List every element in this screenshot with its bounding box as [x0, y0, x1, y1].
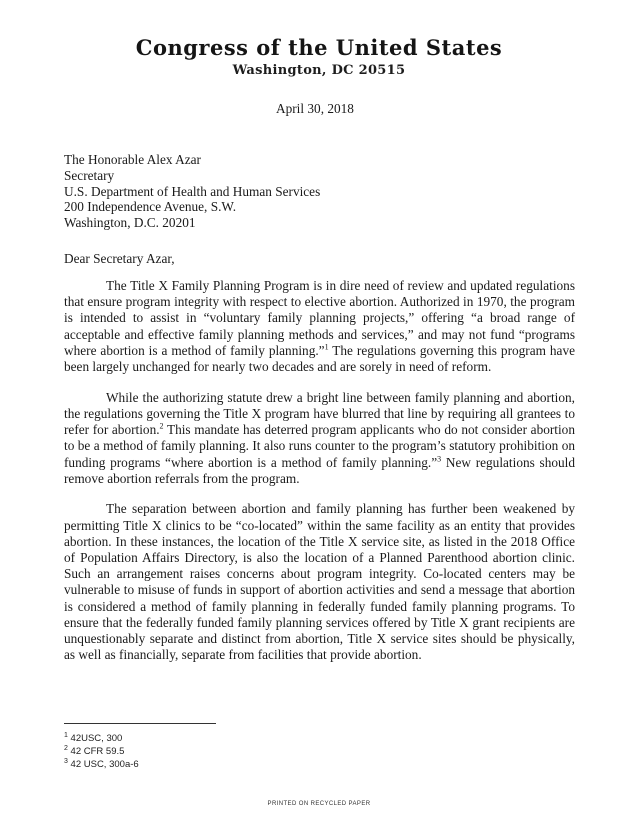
- footnotes: [64, 732, 139, 771]
- recipient-title: Secretary: [64, 167, 115, 183]
- paragraph-3: The separation between abortion and family planning has further been weakened by permitting Title X clinics to be “co-located” within the same facility as an entity that provides abortion. In these instances, the location of the Title X service site, as listed in the 2018 Office of Population Affairs Directory, is also the location of a Planned Parenthood abortion clinic. Such an arrangement raises concerns about program integrity. Co-located centers may be vulnerable to misuse of funds in support of abortion activities and send a message that abortion is considered a method of family planning in federally funded family planning programs. To ensure that the federally funded family planning services offered by Title X grant recipients are unquestionably separate and distinct from abortion, Title X service sites should be physically, as well as financially, separate from facilities that provide abortion.: [64, 501, 575, 663]
- letterhead: [0, 36, 638, 78]
- paragraph-1: [64, 278, 575, 375]
- footnote-2-number: 2: [64, 744, 68, 752]
- footnote-ref-2: 2: [159, 421, 164, 431]
- footnote-1-number: 1: [64, 731, 68, 739]
- footnote-1-text: 42USC, 300: [70, 733, 123, 744]
- recipient-street: 200 Independence Avenue, S.W.: [64, 199, 237, 215]
- footnote-3: [64, 758, 139, 771]
- recipient-city: Washington, D.C. 20201: [64, 215, 196, 231]
- salutation: Dear Secretary Azar,: [64, 251, 175, 266]
- recipient-address: [64, 152, 320, 231]
- letterhead-title: Congress of the United States: [135, 35, 503, 60]
- footnote-ref-1: 1: [324, 342, 329, 352]
- paragraph-2-text-a: While the authorizing statute drew a bright line between family planning and abortion, the regulations governing the Title X program have blurred that line by requiring all grantees to refer for abortion.: [64, 389, 575, 438]
- footnote-3-number: 3: [64, 757, 68, 765]
- footnote-ref-3: 3: [437, 454, 442, 464]
- letterhead-location: Washington, DC 20515: [232, 63, 406, 78]
- recipient-name: The Honorable Alex Azar: [64, 152, 201, 167]
- footnote-2: [64, 745, 139, 758]
- letter-body: [64, 278, 575, 678]
- printed-on-recycled-paper: PRINTED ON RECYCLED PAPER: [267, 801, 371, 807]
- letter-date: April 30, 2018: [276, 101, 354, 116]
- footnote-1: [64, 732, 139, 745]
- footnote-2-text: 42 CFR 59.5: [70, 746, 125, 757]
- footnote-3-text: 42 USC, 300a-6: [70, 759, 139, 770]
- paragraph-1-text-b: The regulations governing this program have been largely unchanged for nearly two decades and are sorely in need of reform.: [64, 342, 576, 375]
- paragraph-2: [64, 390, 575, 487]
- paragraph-2-text-c: New regulations should remove abortion referrals from the program.: [64, 454, 575, 486]
- recipient-department: U.S. Department of Health and Human Services: [64, 183, 321, 199]
- paragraph-2-text-b: This mandate has deterred program applicants who do not consider abortion to be a method of family planning. It also runs counter to the program’s statutory prohibition on funding programs “where abortion is a method of family planning.”: [64, 422, 575, 470]
- footnote-divider: [64, 723, 216, 724]
- paragraph-1-text-a: The Title X Family Planning Program is in dire need of review and updated regulations that ensure program integrity with respect to elective abortion. Authorized in 1970, the program is intended to assist in “voluntary family planning projects,” offering “a broad range of acceptable and effective family planning methods and services,” and may not fund “programs where abortion is a method of family planning.”: [64, 278, 575, 358]
